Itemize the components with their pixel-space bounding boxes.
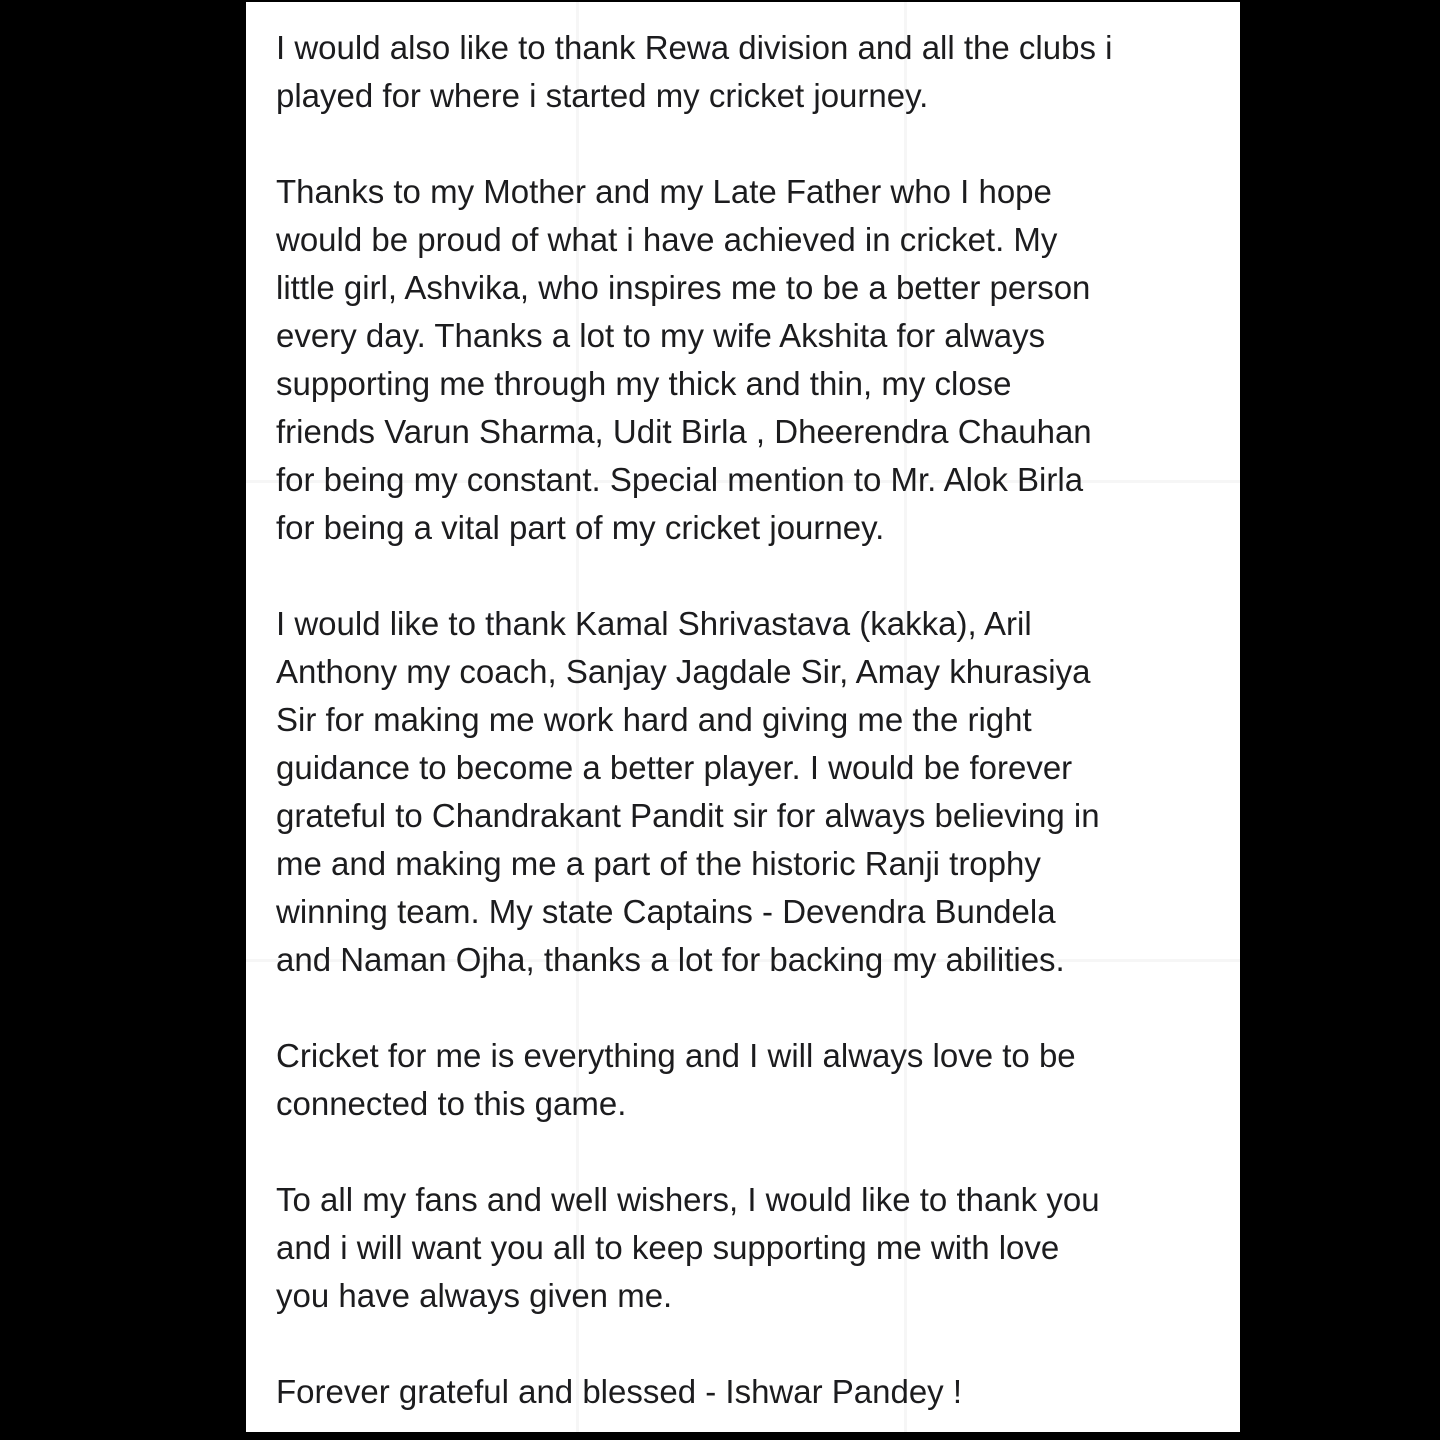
paragraph-thanks-family: [276, 168, 1216, 552]
text-line: To all my fans and well wishers, I would like to thank you: [276, 1181, 1100, 1218]
paragraph-thanks-rewa: [276, 24, 1216, 120]
text-line: little girl, Ashvika, who inspires me to be a better person: [276, 269, 1091, 306]
text-line: winning team. My state Captains - Devendra Bundela: [276, 893, 1056, 930]
text-line: and i will want you all to keep supporting me with love: [276, 1229, 1060, 1266]
text-line: connected to this game.: [276, 1085, 627, 1122]
text-line: Thanks to my Mother and my Late Father who I hope: [276, 173, 1052, 210]
text-line: and Naman Ojha, thanks a lot for backing my abilities.: [276, 941, 1065, 978]
text-line: for being my constant. Special mention to Mr. Alok Birla: [276, 461, 1084, 498]
paragraph-signoff: [276, 1368, 1216, 1416]
text-line: friends Varun Sharma, Udit Birla , Dheerendra Chauhan: [276, 413, 1092, 450]
text-line: would be proud of what i have achieved in cricket. My: [276, 221, 1058, 258]
text-line: grateful to Chandrakant Pandit sir for always believing in: [276, 797, 1100, 834]
text-line: you have always given me.: [276, 1277, 673, 1314]
text-line: every day. Thanks a lot to my wife Akshita for always: [276, 317, 1046, 354]
text-line: for being a vital part of my cricket journey.: [276, 509, 885, 546]
text-line: supporting me through my thick and thin, my close: [276, 365, 1012, 402]
text-line: me and making me a part of the historic Ranji trophy: [276, 845, 1041, 882]
signoff-line: Forever grateful and blessed - Ishwar Pandey !: [276, 1373, 963, 1410]
text-line: I would like to thank Kamal Shrivastava (kakka), Aril: [276, 605, 1032, 642]
paragraph-cricket-everything: [276, 1032, 1216, 1128]
paragraph-thanks-coaches: [276, 600, 1216, 984]
text-line: Anthony my coach, Sanjay Jagdale Sir, Amay khurasiya: [276, 653, 1091, 690]
text-line: Cricket for me is everything and I will always love to be: [276, 1037, 1076, 1074]
text-line: played for where i started my cricket journey.: [276, 77, 929, 114]
text-line: guidance to become a better player. I would be forever: [276, 749, 1073, 786]
paragraph-thanks-fans: [276, 1176, 1216, 1320]
text-line: Sir for making me work hard and giving me the right: [276, 701, 1032, 738]
note-body: [276, 24, 1216, 1416]
text-line: I would also like to thank Rewa division and all the clubs i: [276, 29, 1113, 66]
note-sheet: [246, 2, 1240, 1432]
